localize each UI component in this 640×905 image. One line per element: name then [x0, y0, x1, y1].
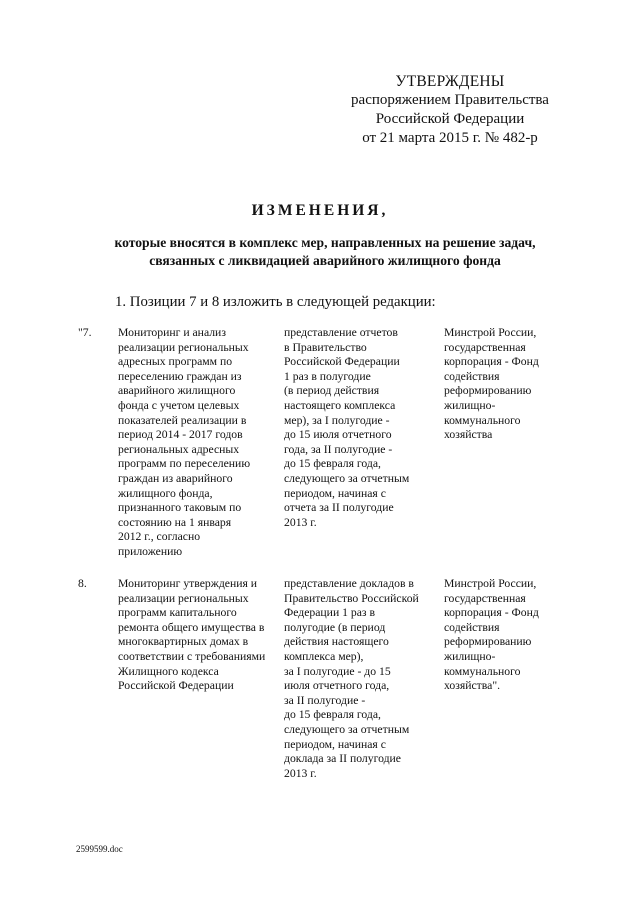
text-line: отчета за II полугодие	[284, 501, 394, 515]
subtitle-line-2: связанных с ликвидацией аварийного жилищного фонда	[149, 253, 501, 268]
text-line: реализации региональных	[118, 591, 249, 605]
text-line: корпорация - Фонд	[444, 606, 539, 620]
text-line: года, за II полугодие -	[284, 442, 393, 456]
text-line: признанного таковым по	[118, 501, 242, 515]
text-line: жилищно-	[444, 649, 496, 663]
text-line: 1 раз в полугодие	[284, 369, 371, 383]
text-line: государственная	[444, 591, 526, 605]
file-name: 2599599.doc	[76, 844, 123, 854]
text-line: коммунального	[444, 664, 521, 678]
text-line: действия настоящего	[284, 635, 389, 649]
intro-paragraph: 1. Позиции 7 и 8 изложить в следующей редакции:	[115, 294, 436, 310]
text-line: жилищно-	[444, 398, 496, 412]
text-line: состоянию на 1 января	[118, 515, 232, 529]
document-title: ИЗМЕНЕНИЯ,	[251, 202, 389, 219]
text-line: Жилищного кодекса	[118, 664, 219, 678]
approval-line-2: Российской Федерации	[375, 111, 525, 127]
text-line: аварийного жилищного	[118, 384, 236, 398]
text-line: за II полугодие -	[284, 693, 366, 707]
text-line: показателей реализации в	[118, 413, 247, 427]
text-line: Минстрой России,	[444, 577, 537, 590]
measure-description	[118, 326, 250, 560]
responsible-executors	[444, 577, 539, 694]
text-line: июля отчетного года,	[284, 679, 390, 693]
text-line: периодом, начиная с	[284, 737, 386, 751]
text-line: фонда с учетом целевых	[118, 398, 240, 412]
approval-line-1: распоряжением Правительства	[351, 92, 549, 108]
text-line: Правительство Российской	[284, 591, 419, 605]
approval-block	[340, 72, 560, 148]
text-line: Мониторинг и анализ	[118, 326, 226, 339]
text-line: Мониторинг утверждения и	[118, 577, 258, 590]
text-line: переселению граждан из	[118, 369, 242, 383]
text-line: коммунального	[444, 413, 521, 427]
text-line: (в период действия	[284, 384, 380, 398]
approval-line-3: от 21 марта 2015 г. № 482-р	[362, 130, 538, 146]
responsible-executors	[444, 326, 539, 443]
text-line: 2012 г., согласно	[118, 530, 201, 544]
position-number: "7.	[78, 326, 92, 339]
text-line: следующего за отчетным	[284, 722, 410, 736]
text-line: государственная	[444, 340, 526, 354]
text-line: хозяйства	[444, 428, 493, 442]
text-line: мер), за I полугодие -	[284, 413, 390, 427]
text-line: многоквартирных домах в	[118, 635, 249, 649]
text-line: представление отчетов	[284, 326, 398, 339]
text-line: Минстрой России,	[444, 326, 537, 339]
text-line: до 15 февраля года,	[284, 457, 381, 471]
text-line: 2013 г.	[284, 515, 317, 529]
text-line: ремонта общего имущества в	[118, 620, 265, 634]
position-number: 8.	[78, 577, 87, 590]
text-line: содействия	[444, 620, 500, 634]
text-line: периодом, начиная с	[284, 486, 386, 500]
text-line: полугодие (в период	[284, 620, 386, 634]
text-line: 2013 г.	[284, 766, 317, 780]
text-line: программ капитального	[118, 606, 237, 620]
text-line: адресных программ по	[118, 355, 233, 369]
text-line: Российской Федерации	[284, 355, 400, 369]
text-line: за I полугодие - до 15	[284, 664, 391, 678]
text-line: жилищного фонда,	[118, 486, 213, 500]
text-line: корпорация - Фонд	[444, 355, 539, 369]
text-line: до 15 февраля года,	[284, 708, 381, 722]
text-line: реформированию	[444, 635, 532, 649]
text-line: в Правительство	[284, 340, 367, 354]
text-line: период 2014 - 2017 годов	[118, 428, 243, 442]
text-line: граждан из аварийного	[118, 471, 233, 485]
subtitle-line-1: которые вносятся в комплекс мер, направленных на решение задач,	[114, 235, 536, 250]
text-line: следующего за отчетным	[284, 471, 410, 485]
text-line: комплекса мер),	[284, 649, 364, 663]
text-line: соответствии с требованиями	[118, 649, 266, 663]
text-line: до 15 июля отчетного	[284, 428, 392, 442]
text-line: содействия	[444, 369, 500, 383]
text-line: реализации региональных	[118, 340, 249, 354]
text-line: хозяйства".	[444, 679, 501, 693]
text-line: Федерации 1 раз в	[284, 606, 375, 620]
text-line: приложению	[118, 544, 183, 558]
text-line: региональных адресных	[118, 442, 240, 456]
text-line: настоящего комплекса	[284, 398, 396, 412]
text-line: реформированию	[444, 384, 532, 398]
text-line: доклада за II полугодие	[284, 752, 401, 766]
document-subtitle	[60, 234, 590, 270]
text-line: представление докладов в	[284, 577, 414, 590]
reporting-form	[284, 326, 409, 530]
measure-description	[118, 577, 265, 694]
approval-heading: УТВЕРЖДЕНЫ	[395, 73, 505, 90]
text-line: Российской Федерации	[118, 679, 234, 693]
reporting-form	[284, 577, 419, 781]
text-line: программ по переселению	[118, 457, 251, 471]
